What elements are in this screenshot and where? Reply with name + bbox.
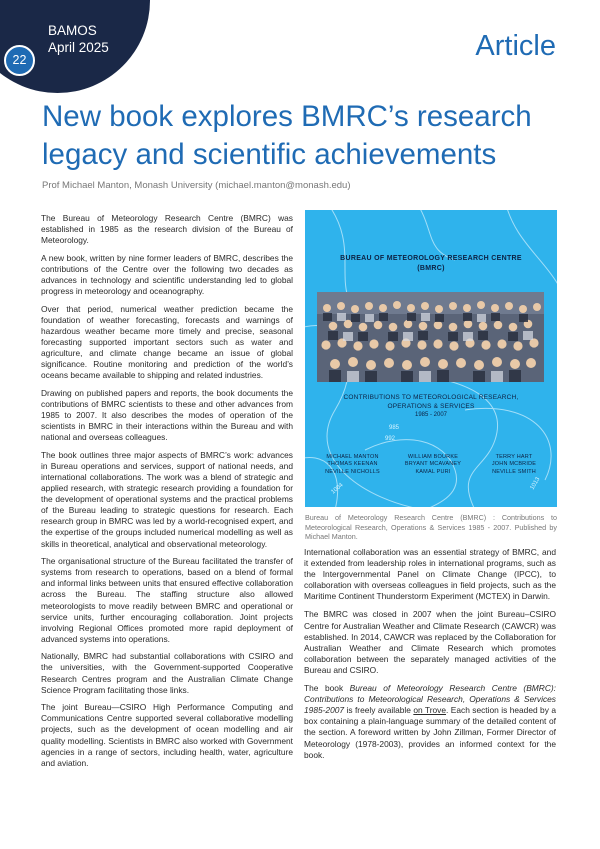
author-name: WILLIAM BOURKE: [407, 454, 459, 460]
contour-label: 992: [385, 436, 396, 442]
article-byline: Prof Michael Manton, Monash University (michael.manton@monash.edu): [42, 180, 351, 191]
cover-authors-right: [475, 454, 553, 476]
author-name: TERRY HART: [495, 454, 533, 460]
cover-authors-left: [315, 454, 390, 476]
cover-title-line-1: BUREAU OF METEOROLOGY RESEARCH CENTRE: [340, 255, 522, 262]
author-name: NEVILLE NICHOLLS: [325, 468, 380, 475]
cover-subtitle-line-2: OPERATIONS & SERVICES: [387, 402, 475, 410]
cover-title: [305, 254, 557, 274]
cover-title-line-2: (BMRC): [417, 265, 445, 272]
author-name: NEVILLE SMITH: [492, 468, 536, 475]
paragraph: Over that period, numerical weather prediction became the foundation of weather forecasting, forecasts and warnings of hazardous weather became more timely and precise, seasonal forecasting supported important sectors such as water and agriculture, and climate change became an issue of global significance. Routine monitoring and prediction of the world’s oceans became available to shipping and related industries.: [41, 303, 293, 381]
text-run: is freely available: [344, 705, 414, 716]
paragraph: A new book, written by nine former leaders of BMRC, describes the contributions of the Centre over the following two decades as advances in technology and scientific understanding led to global progress in meteorology and oceanography.: [41, 252, 293, 297]
page-number-badge: 22: [4, 45, 35, 76]
paragraph: The Bureau of Meteorology Research Centre (BMRC) was established in 1985 as the research division of the Bureau of Meteorology.: [41, 213, 293, 246]
text-run: The book: [304, 683, 350, 694]
section-label: Article: [475, 30, 556, 62]
publication-name: BAMOS: [48, 23, 97, 38]
author-name: BRYANT MCAVANEY: [404, 461, 462, 468]
image-caption: Bureau of Meteorology Research Centre (BMRC) : Contributions to Meteorological Research, Operations & Services 1985 - 2007. Published by Michael Manton.: [305, 513, 557, 542]
headline-line-2: legacy and scientific achievements: [42, 138, 497, 171]
text-run: . Each section is headed by a box containing a plain-language summary of the detailed content of the section. A foreword written by John Zillman, Former Director of Meteorology (1978-2003), provides an informed context for the book.: [304, 705, 556, 760]
left-column: [41, 213, 293, 775]
author-name: THOMAS KEENAN: [327, 461, 378, 468]
headline-line-1: New book explores BMRC’s research: [42, 100, 532, 133]
paragraph: Drawing on published papers and reports, the book documents the contributions of BMRC scientists to these and other advances from 1985 to 2007. It also describes the modes of operation of the scientists in BMRC in their interactions within the Bureau and with national and overseas colleagues.: [41, 387, 293, 443]
book-cover-image: [305, 210, 557, 507]
contour-label: 985: [389, 425, 400, 431]
issue-date: April 2025: [48, 40, 109, 55]
paragraph: The BMRC was closed in 2007 when the joint Bureau–CSIRO Centre for Australian Weather and Climate Research (CAWCR) was established. In 2014, CAWCR was replaced by the Collaboration for Australian Weather and Climate Research which promotes collaboration between the separately managed activities of the Bureau and CSIRO.: [304, 609, 556, 675]
paragraph: The organisational structure of the Bureau facilitated the transfer of systems from research to operations, based on a blend of formal and informal links between units that ensured effective collaboration across the Bureau. The staffing structure also allowed meteorologists to move readily between BMRC and operational or service units, further encouraging collaboration. Joint projects involving Regional Offices promoted more rapid deployment of advanced systems into operations.: [41, 556, 293, 644]
paragraph: Nationally, BMRC had substantial collaborations with CSIRO and the universities, with the Government-supported Cooperative Research Centres program and the Australian Climate Change Science Program facilitating those links.: [41, 651, 293, 695]
cover-subtitle: [305, 394, 557, 411]
paragraph: International collaboration was an essential strategy of BMRC, and it extended from leadership roles in international programs, such as the Intergovernmental Panel on Climate Change (IPCC), to collaboration with overseas colleagues in field projects, such as the Maritime Continent Thunderstorm Experiment (MCTEX) in Darwin.: [304, 547, 556, 602]
publication-label: [48, 22, 109, 56]
paragraph: [304, 683, 556, 761]
author-name: JOHN MCBRIDE: [491, 461, 537, 468]
author-name: KAMAL PURI: [415, 468, 451, 475]
right-column: [304, 547, 556, 768]
book-title: Bureau of Meteorology Research Centre (BMRC): Contributions to Meteorological Research, Operations & Services 1985-2007: [304, 683, 556, 716]
contour-label: 1013: [529, 476, 542, 491]
paragraph: The joint Bureau—CSIRO High Performance Computing and Communications Centre supported several collaborative modelling projects, such as the development of ocean modelling and air quality modelling. Scientists in BMRC also worked with Government agencies in a range of sectors, including health, water, agriculture and aviation.: [41, 702, 293, 768]
group-photo-people: [317, 292, 544, 382]
cover-authors-center: [393, 454, 473, 476]
cover-years: 1985 - 2007: [414, 412, 448, 418]
paragraph: The book outlines three major aspects of BMRC’s work: advances in Bureau operations and services, support of national needs, and international collaborations. The work was a blend of strategic and applied research, with strategic research providing a foundation for the development of operational systems and the practical problems of the Bureau leading to strategic questions for research. Each research group in BMRC was led by a world-recognised expert, and the expertise of the groups included numerical modelling as well as skills in theoretical, analytical and observational meteorology.: [41, 449, 293, 549]
article-headline: [42, 98, 562, 174]
trove-link[interactable]: on Trove: [413, 705, 447, 716]
author-name: MICHAEL MANTON: [326, 454, 379, 460]
group-photo: [317, 292, 544, 382]
contour-label: 1004: [330, 482, 345, 496]
cover-subtitle-line-1: CONTRIBUTIONS TO METEOROLOGICAL RESEARCH,: [343, 394, 519, 401]
